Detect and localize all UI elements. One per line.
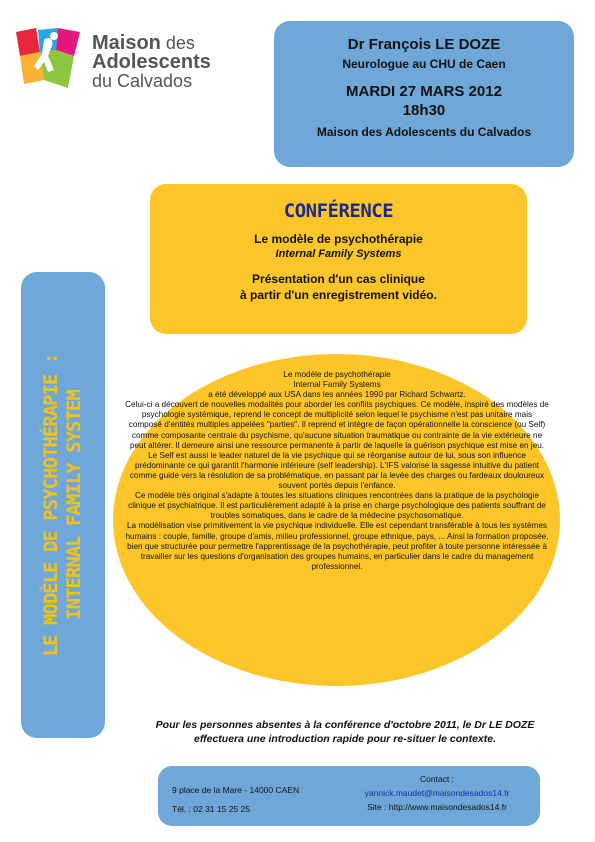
header-box xyxy=(274,21,574,167)
contact-label: Contact : xyxy=(419,774,455,784)
side-banner-text xyxy=(40,285,86,725)
description-paragraph-3: La modélisation vise primitivement la vie psychique individuelle. Elle est cependant transférable à tous les systèmes humains : couple, famille, groupe d'amis, milieu professionnel, groupe ethnique, pays, ... Ainsi la formation proposée, bien que structurée pour permettre l'apprentissage de la psychothérapie, peut profiter à toute personne intéressée à travailler sur les questions d'organisation des groupes humains, en particulier dans le cadre du management professionnel. xyxy=(125,521,549,571)
description-paragraph-2: Ce modèle très original s'adapte à toutes les situations cliniques rencontrées dans la pratique de la psychologie clinique et psychiatrique. Il est particulièrement adapté à la prise en charge psychologique des patients souffrant de troubles somatiques, dans le cadre de la médecine psychosomatique. xyxy=(128,491,546,521)
logo-word-calvados: Calvados xyxy=(117,71,193,91)
logo-word-du: du xyxy=(92,71,118,91)
event-place: Maison des Adolescents du Calvados xyxy=(316,125,532,139)
speaker-role: Neurologue au CHU de Caen xyxy=(342,57,506,71)
conference-presentation-detail: à partir d'un enregistrement vidéo. xyxy=(240,288,437,302)
side-banner-line1: LE MODÈLE DE PSYCHOTHÉRAPIE : xyxy=(40,353,62,657)
event-time: 18h30 xyxy=(402,102,446,119)
logo-word-des: des xyxy=(160,33,195,53)
description-model: Internal Family Systems xyxy=(293,380,381,390)
contact-address-block xyxy=(172,781,299,819)
conference-subtitle: Le modèle de psychothérapie xyxy=(254,232,423,246)
contact-email-link[interactable]: yannick.maudet@maisondesados14.fr xyxy=(364,788,510,798)
description-circle xyxy=(113,354,560,686)
conference-title: CONFÉRENCE xyxy=(283,200,394,222)
logo-word-adolescents: Adolescents xyxy=(92,51,211,73)
event-date: MARDI 27 MARS 2012 xyxy=(346,83,502,100)
conference-presentation: Présentation d'un cas clinique xyxy=(252,272,425,286)
conference-model-name: Internal Family Systems xyxy=(275,248,402,260)
contact-site-link[interactable]: Site : http://www.maisondesados14.fr xyxy=(367,802,507,812)
contact-phone: Tél. : 02 31 15 25 25 xyxy=(172,804,250,814)
contact-address: 9 place de la Mare - 14000 CAEN xyxy=(172,785,300,795)
description-paragraph-1: Celui-ci a découvert de nouvelles modalités pour aborder les conflits psychiques. Ce modèle, inspiré des modèles de psychologie systémique, reprend le concept de multiplicité selon lequel le psychisme n'est pas unitaire mais composé d'entités multiples appelées "parties". Il reprend et intègre de façon opérationnelle la conscience (ou Self) comme composante centrale du psychisme, qu'aucune situation traumatique ou contrainte de la vie extérieure ne peut altérer. Il demeure ainsi une ressource permanente à partir de laquelle la guérison psychique est mise en jeu. Le Self est aussi le leader naturel de la vie psychique qui se réorganise autour de lui, sous son influence prédominante ce qui garantit l'harmonie intérieure (self leadership). L'IFS valorise la sagesse intuitive du patient comme guide vers la résolution de sa problématique, en passant par la levée des charges ou fardeaux douloureux souvent portés depuis l'enfance. xyxy=(125,400,549,491)
conference-box xyxy=(150,184,527,334)
contact-online-block xyxy=(344,772,530,814)
speaker-name: Dr François LE DOZE xyxy=(347,36,501,53)
logo-text xyxy=(92,34,211,91)
description-origin: a été développé aux USA dans les années 1990 par Richard Schwartz. xyxy=(208,390,466,400)
absence-note: Pour les personnes absentes à la conférence d'octobre 2011, le Dr LE DOZE effectuera une introduction rapide pour re-situer le contexte. xyxy=(155,719,535,745)
side-banner xyxy=(21,272,105,738)
logo xyxy=(14,26,244,106)
contact-box xyxy=(158,766,540,826)
logo-word-maison: Maison xyxy=(92,32,161,54)
description-text xyxy=(125,370,549,572)
description-heading: Le modèle de psychothérapie xyxy=(283,370,391,379)
side-banner-line2: INTERNAL FAMILY SYSTEM xyxy=(63,390,85,620)
logo-mark-icon xyxy=(14,26,82,92)
